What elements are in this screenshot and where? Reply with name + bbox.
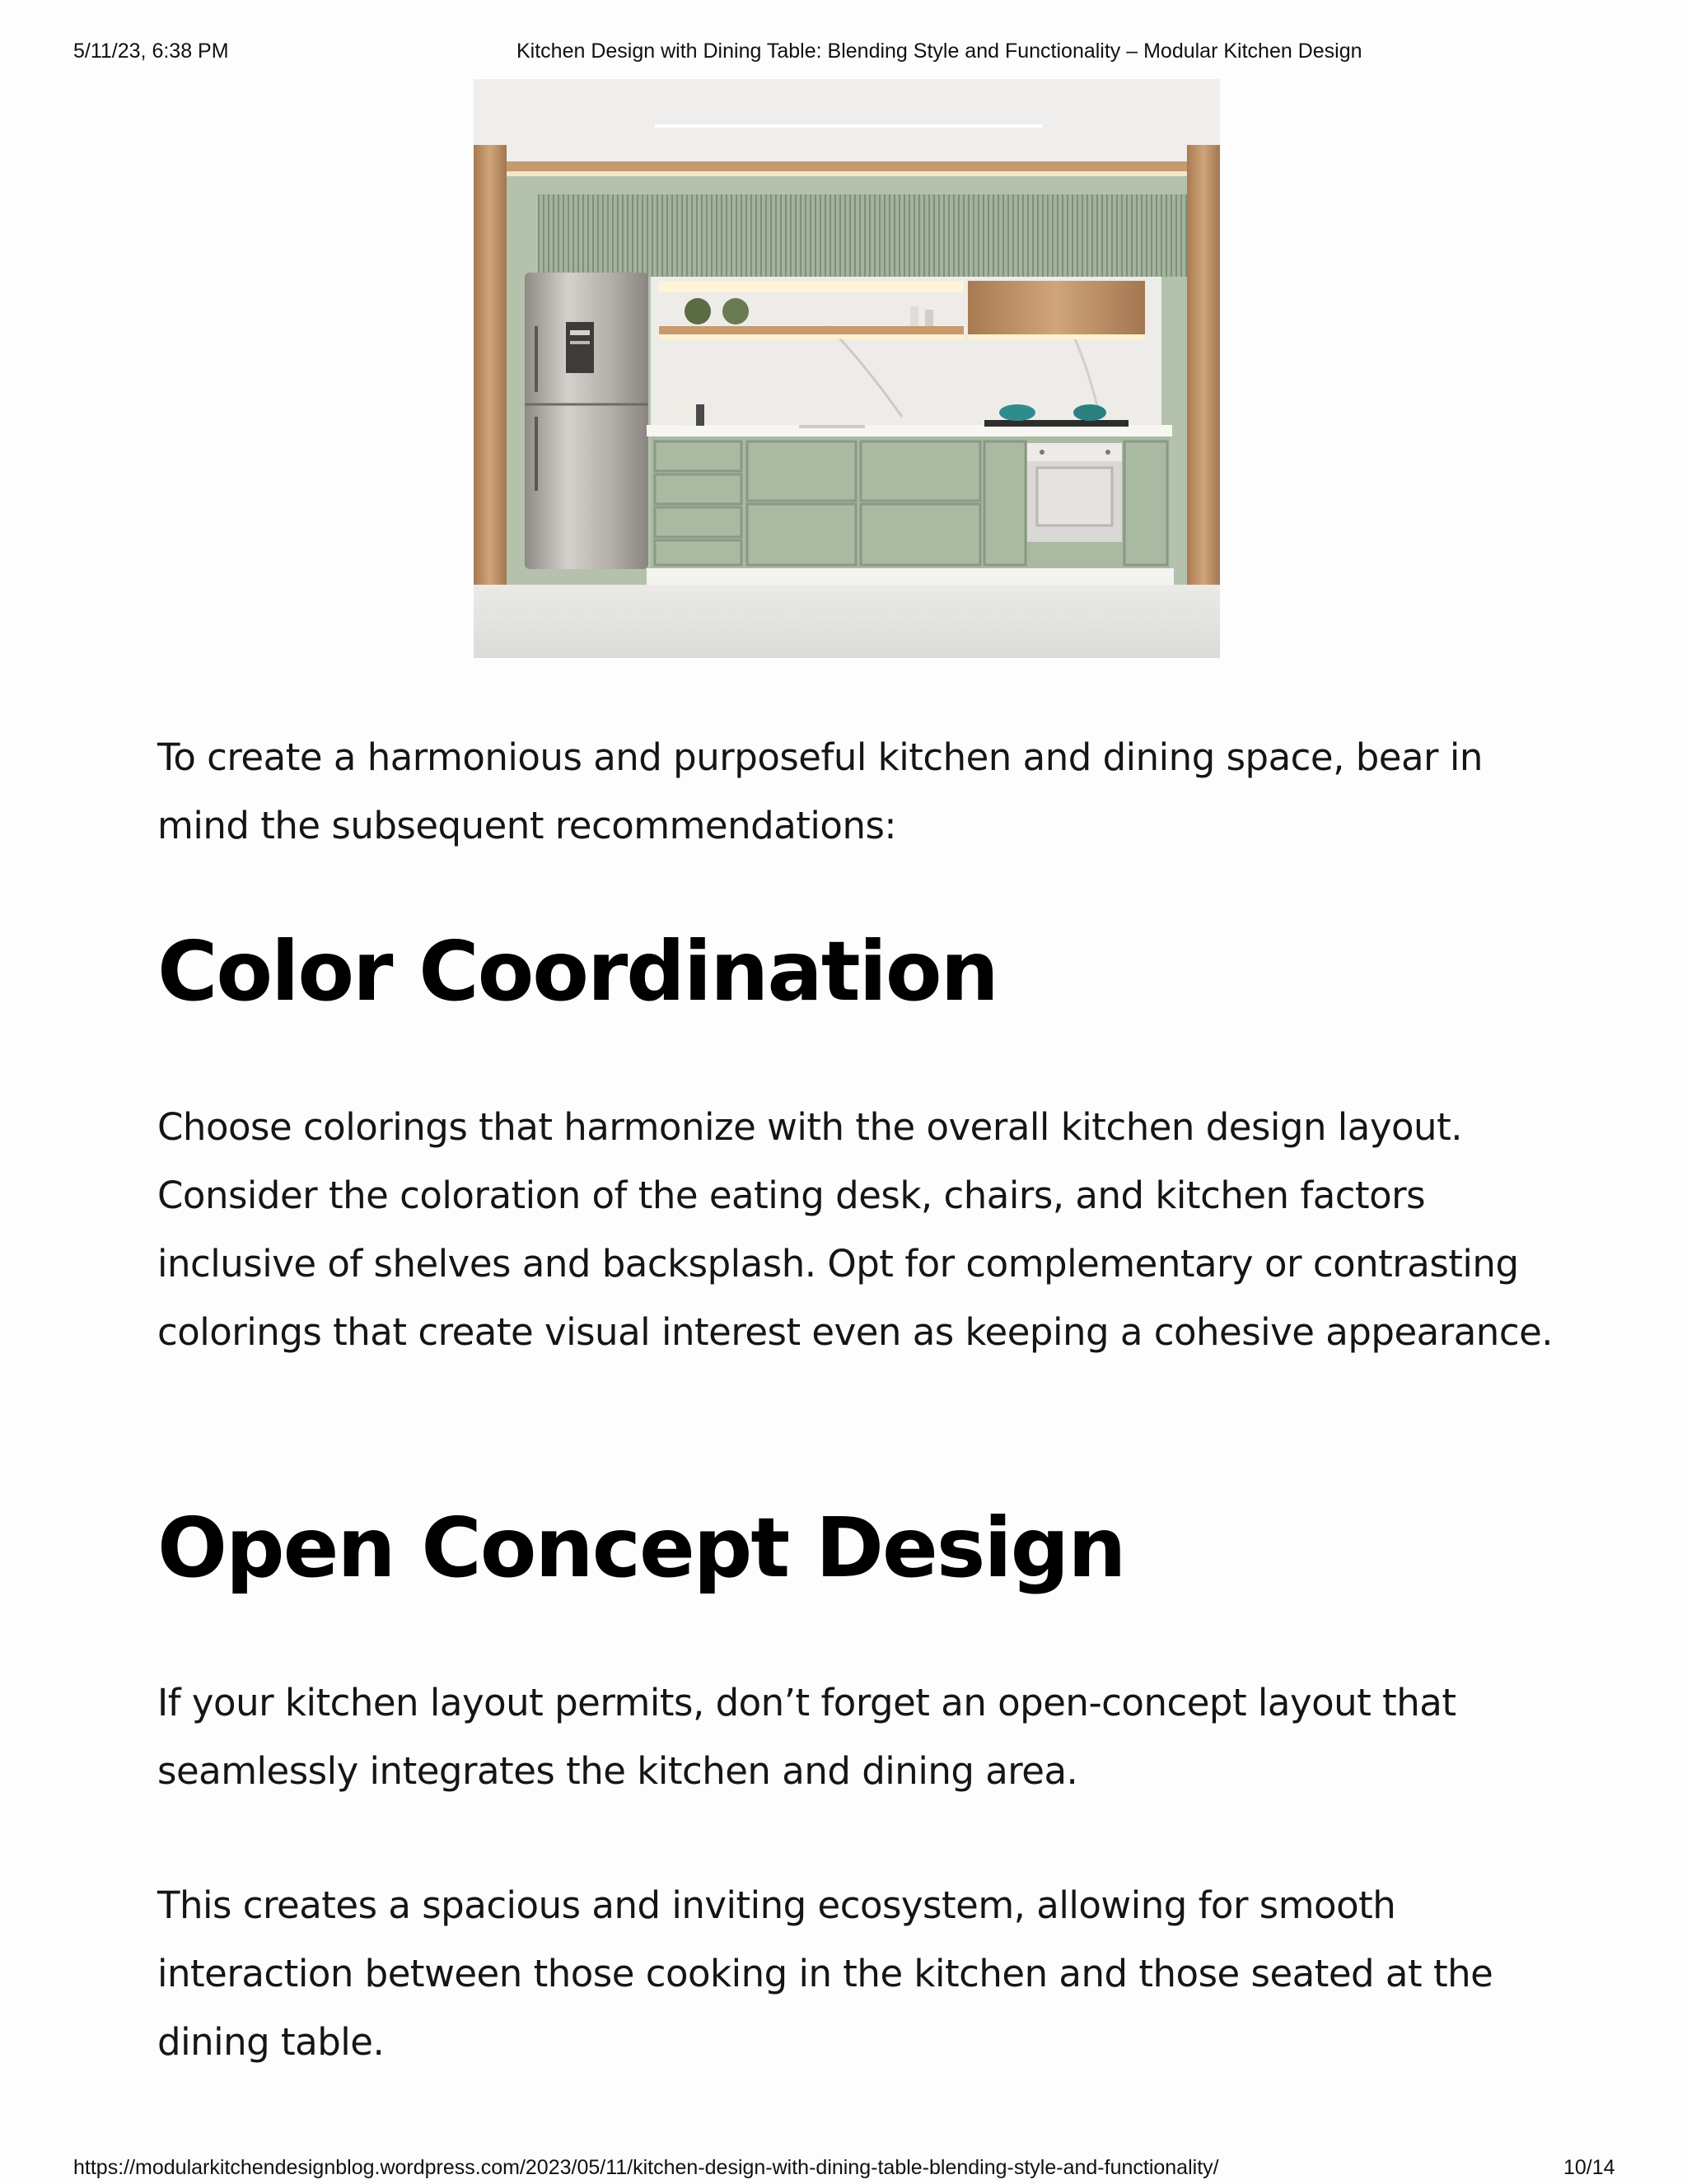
print-header	[0, 40, 1687, 68]
section-color-coordination	[157, 922, 1574, 1021]
wood-panel-right	[1187, 145, 1220, 590]
refrigerator	[525, 273, 648, 569]
print-url: https://modularkitchendesignblog.wordpress.com/2023/05/11/kitchen-design-with-dining-table-blending-style-and-functionality/	[73, 2156, 1219, 2179]
kitchen-hero-image	[474, 79, 1220, 658]
body-paragraph: If your kitchen layout permits, don’t forget an open-concept layout that seamlessly integrates the kitchen and dining area.	[157, 1681, 1456, 1793]
print-page-number: 10/14	[1563, 2156, 1615, 2179]
section-heading: Open Concept Design	[157, 1500, 1125, 1596]
slatted-upper-cabinets	[538, 194, 1187, 277]
wood-panel-left	[474, 145, 507, 590]
print-datetime: 5/11/23, 6:38 PM	[73, 40, 229, 63]
section-open-concept-design	[157, 1499, 1574, 1598]
article-intro-block	[157, 723, 1574, 860]
floor	[474, 585, 1220, 658]
body-paragraph: Choose colorings that harmonize with the overall kitchen design layout. Consider the coloration of the eating desk, chairs, and kitchen factors inclusive of shelves and backsplash. Opt for complementary or contrasting colorings that create visual interest even as keeping a cohesive appearance.	[157, 1105, 1554, 1354]
section-heading: Color Coordination	[157, 923, 998, 1020]
section-open-concept-body-1	[157, 1668, 1574, 1805]
print-footer	[0, 2156, 1687, 2184]
open-shelf	[659, 326, 964, 334]
body-paragraph: This creates a spacious and inviting ecosystem, allowing for smooth interaction between those cooking in the kitchen and those seated at the dining table.	[157, 1883, 1493, 2064]
section-open-concept-body-2	[157, 1871, 1574, 2076]
section-color-coordination-body	[157, 1093, 1574, 1366]
intro-paragraph: To create a harmonious and purposeful kitchen and dining space, bear in mind the subsequent recommendations:	[157, 735, 1483, 847]
print-page-title: Kitchen Design with Dining Table: Blending Style and Functionality – Modular Kitchen Design	[516, 40, 1362, 63]
wood-wall-cabinet	[968, 281, 1145, 334]
countertop	[647, 425, 1172, 436]
